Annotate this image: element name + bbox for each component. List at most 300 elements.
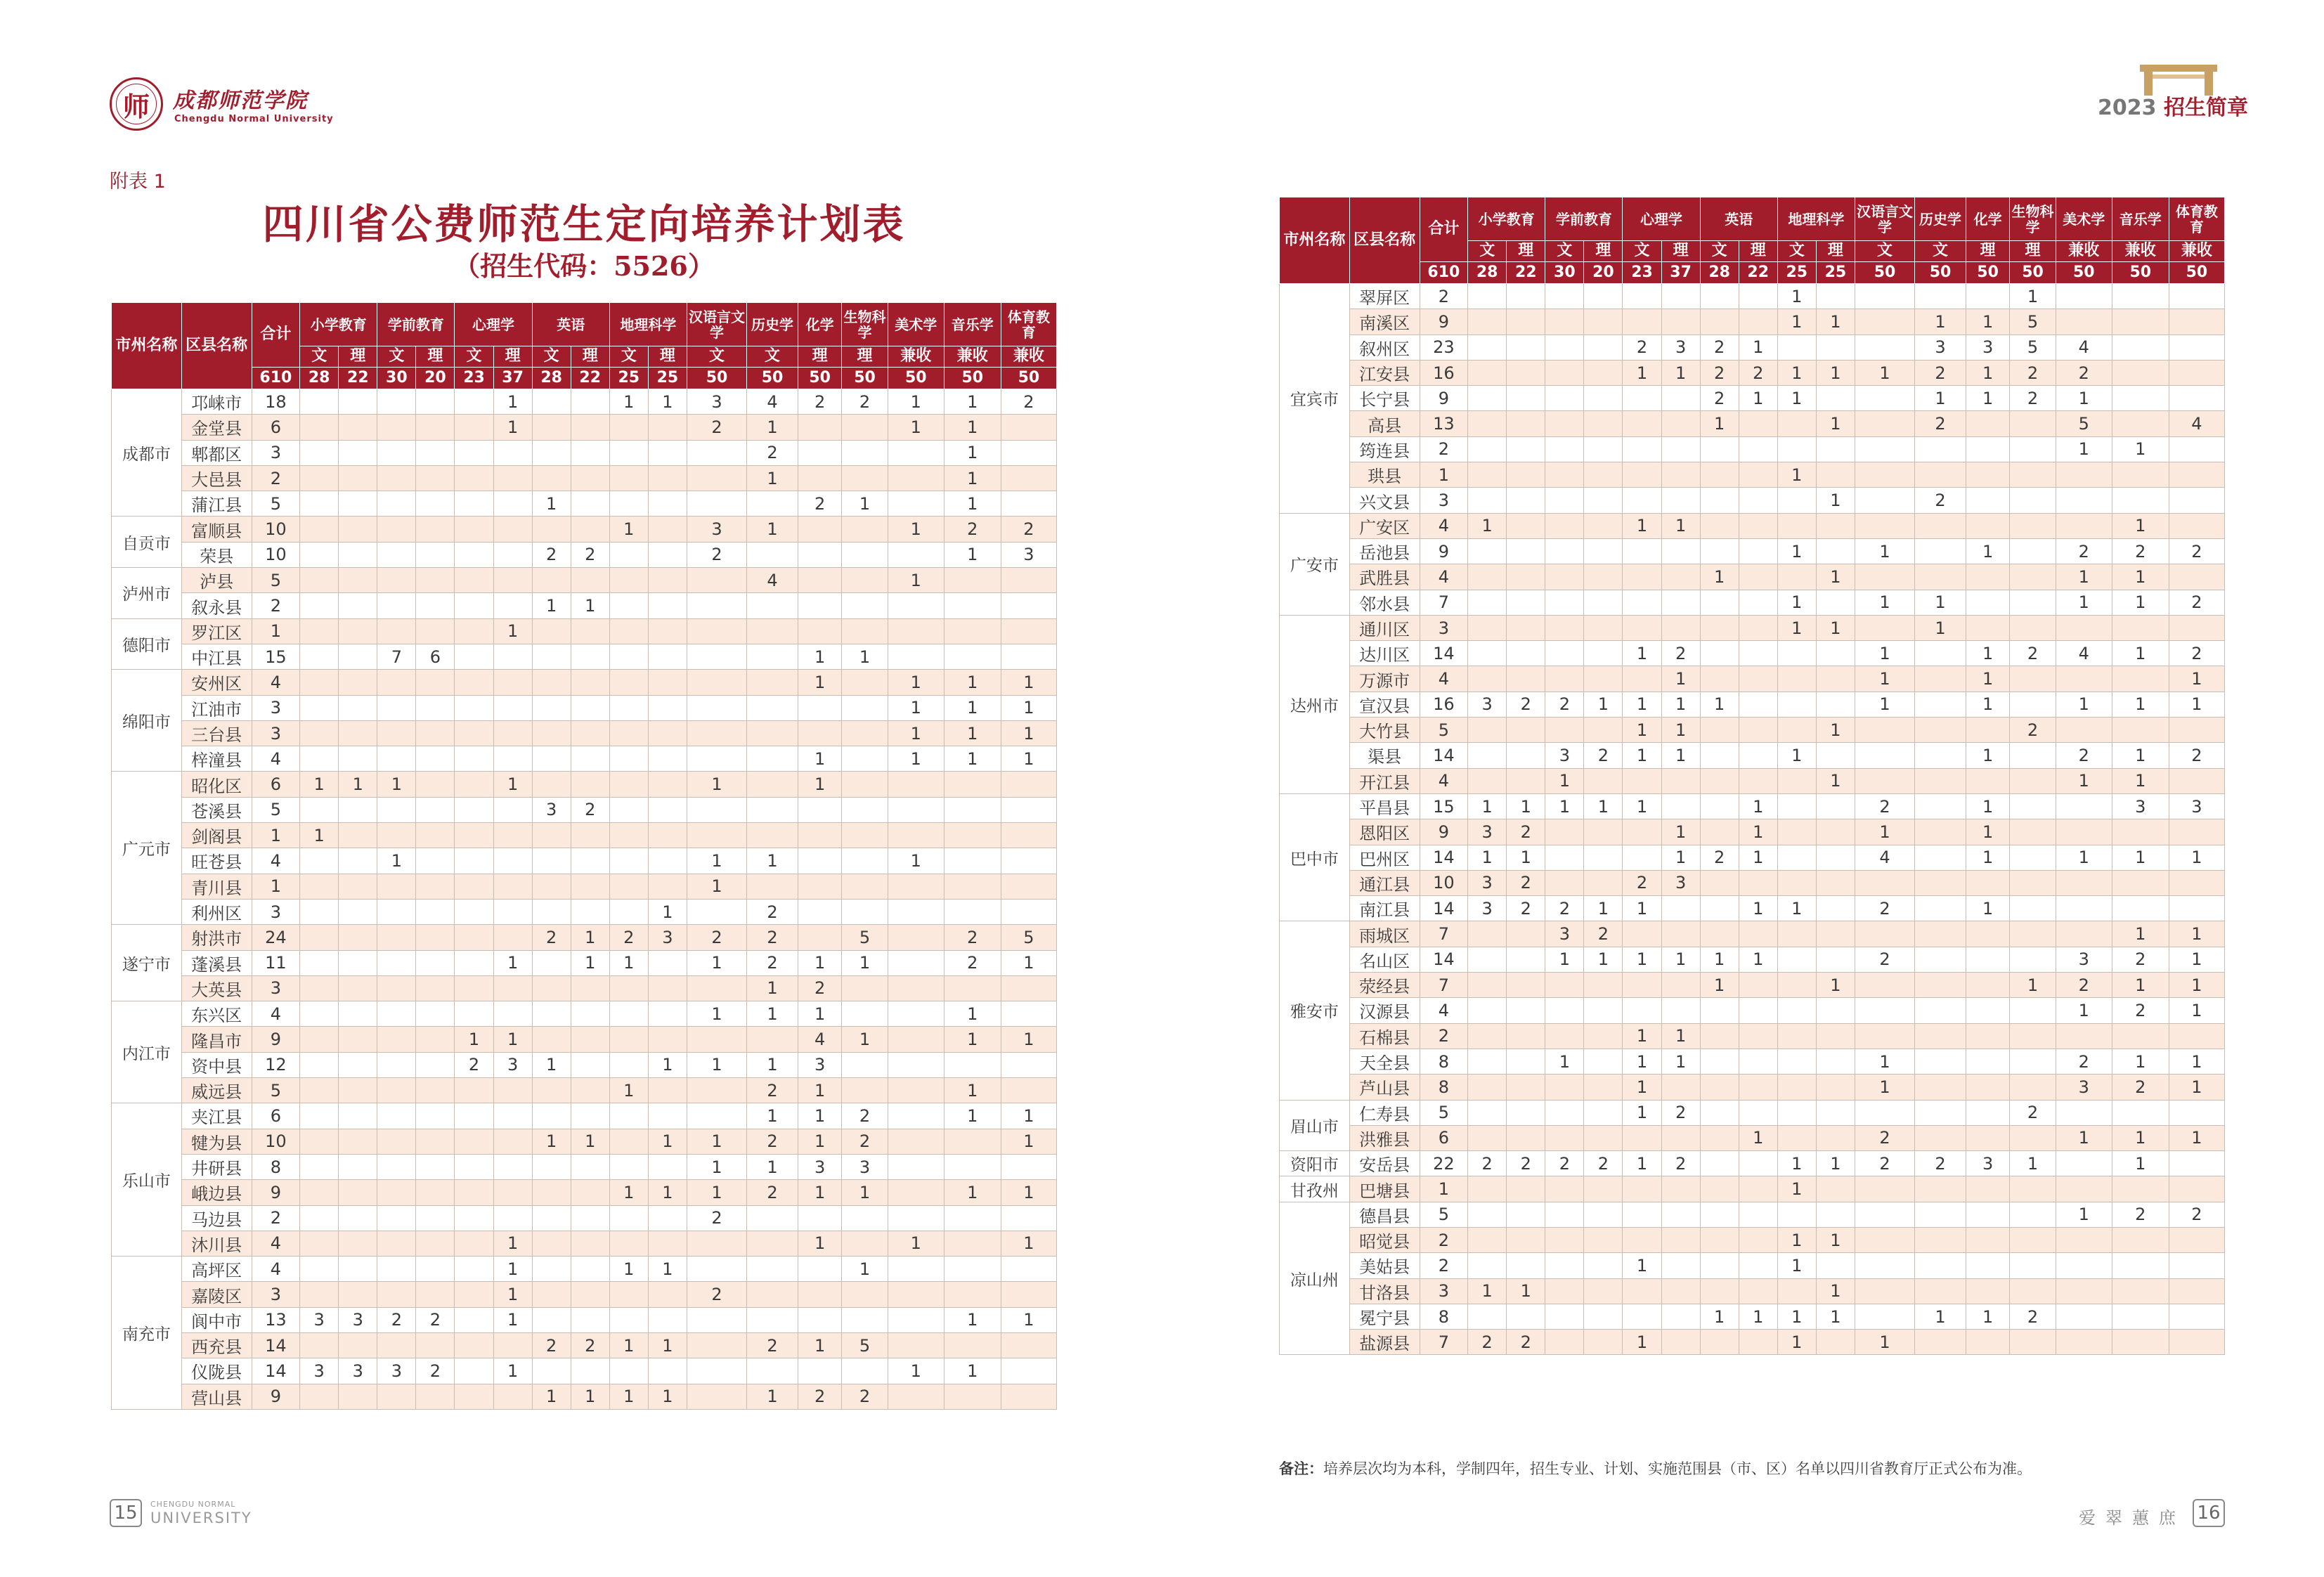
quota-cell xyxy=(416,823,455,848)
table-row xyxy=(1280,615,2225,640)
quota-cell: 2 xyxy=(1001,389,1056,415)
quota-cell xyxy=(842,1078,888,1103)
quota-cell: 2 xyxy=(1855,793,1914,819)
quota-cell: 1 xyxy=(1966,793,2009,819)
quota-cell xyxy=(571,899,609,924)
header-quota: 30 xyxy=(377,368,416,389)
quota-cell xyxy=(2056,1253,2112,1278)
header-major: 生物科学 xyxy=(2010,197,2056,241)
quota-cell xyxy=(1739,921,1777,947)
quota-cell xyxy=(1966,1075,2009,1100)
quota-cell xyxy=(944,874,1001,899)
quota-cell xyxy=(609,670,648,695)
quota-cell xyxy=(2056,793,2112,819)
quota-cell xyxy=(888,925,944,950)
quota-cell xyxy=(842,593,888,618)
table-row xyxy=(1280,488,2225,513)
quota-cell: 3 xyxy=(1468,896,1507,921)
quota-cell: 1 xyxy=(493,415,532,440)
quota-cell xyxy=(377,1129,416,1154)
quota-cell xyxy=(747,670,798,695)
quota-cell xyxy=(609,975,648,1001)
quota-cell xyxy=(648,848,687,874)
quota-cell xyxy=(532,975,571,1001)
total-cell: 9 xyxy=(252,1180,300,1205)
quota-cell xyxy=(377,720,416,746)
quota-cell xyxy=(798,440,841,465)
total-cell: 14 xyxy=(1420,947,1468,972)
quota-cell xyxy=(1468,1075,1507,1100)
city-cell: 内江市 xyxy=(112,1001,182,1103)
quota-cell: 2 xyxy=(747,1180,798,1205)
quota-cell: 1 xyxy=(747,1001,798,1027)
quota-cell: 1 xyxy=(1739,1125,1777,1150)
quota-cell xyxy=(455,1307,493,1332)
quota-cell xyxy=(1661,1125,1700,1150)
quota-cell xyxy=(798,823,841,848)
quota-cell xyxy=(1700,590,1739,615)
quota-cell: 1 xyxy=(747,1052,798,1077)
quota-cell xyxy=(300,746,339,772)
footer-en-line1: CHENGDU NORMAL xyxy=(150,1500,236,1509)
quota-cell: 3 xyxy=(1468,870,1507,895)
quota-cell: 1 xyxy=(1739,845,1777,870)
quota-cell xyxy=(1468,973,1507,998)
quota-cell: 1 xyxy=(609,517,648,542)
quota-cell xyxy=(687,823,746,848)
quota-cell xyxy=(888,1205,944,1231)
quota-cell: 1 xyxy=(1915,1304,1966,1329)
quota-cell xyxy=(1545,973,1584,998)
total-cell: 6 xyxy=(252,415,300,440)
quota-cell xyxy=(888,950,944,975)
total-cell: 9 xyxy=(1420,819,1468,845)
quota-cell xyxy=(2112,1023,2169,1049)
quota-cell xyxy=(944,848,1001,874)
quota-cell: 1 xyxy=(798,746,841,772)
quota-cell: 2 xyxy=(1507,692,1545,717)
quota-cell xyxy=(1700,1100,1739,1125)
quota-cell xyxy=(1584,1125,1623,1150)
footer-motto: 爱翠蕙庶 xyxy=(2079,1508,2186,1528)
header-major: 学前教育 xyxy=(1545,197,1623,241)
quota-cell xyxy=(1915,921,1966,947)
quota-cell xyxy=(300,1231,339,1256)
quota-cell: 1 xyxy=(687,874,746,899)
quota-cell xyxy=(339,618,377,644)
quota-cell: 1 xyxy=(944,1027,1001,1052)
quota-cell xyxy=(571,568,609,593)
quota-cell xyxy=(377,670,416,695)
city-cell: 德阳市 xyxy=(112,618,182,670)
appendix-label: 附表 1 xyxy=(110,171,166,193)
quota-cell xyxy=(377,695,416,720)
quota-cell: 1 xyxy=(532,1052,571,1077)
quota-cell xyxy=(1001,1358,1056,1384)
header-major: 历史学 xyxy=(747,303,798,346)
quota-cell xyxy=(1700,998,1739,1023)
quota-cell: 1 xyxy=(687,1129,746,1154)
quota-cell xyxy=(455,491,493,517)
quota-cell xyxy=(416,1384,455,1409)
quota-cell xyxy=(1468,590,1507,615)
quota-cell xyxy=(532,644,571,669)
quota-cell: 1 xyxy=(1001,695,1056,720)
quota-cell xyxy=(1855,1227,1914,1252)
county-cell: 珙县 xyxy=(1349,462,1420,488)
quota-cell xyxy=(842,440,888,465)
quota-cell xyxy=(416,1129,455,1154)
quota-cell: 1 xyxy=(1855,1075,1914,1100)
quota-cell xyxy=(888,1257,944,1282)
quota-cell: 1 xyxy=(944,746,1001,772)
quota-cell xyxy=(1661,973,1700,998)
quota-cell xyxy=(1584,1304,1623,1329)
quota-cell xyxy=(532,618,571,644)
quota-cell xyxy=(648,1078,687,1103)
quota-cell: 3 xyxy=(2112,793,2169,819)
city-cell: 广安市 xyxy=(1280,513,1350,615)
quota-cell: 2 xyxy=(2112,947,2169,972)
county-cell: 阆中市 xyxy=(181,1307,252,1332)
quota-cell xyxy=(300,670,339,695)
quota-cell xyxy=(1507,1023,1545,1049)
quota-cell xyxy=(842,746,888,772)
quota-cell: 2 xyxy=(1507,870,1545,895)
quota-cell xyxy=(1468,1253,1507,1278)
quota-cell xyxy=(1777,666,1816,692)
quota-cell: 4 xyxy=(2169,411,2224,436)
city-cell: 眉山市 xyxy=(1280,1100,1350,1151)
county-cell: 郫都区 xyxy=(181,440,252,465)
quota-cell: 1 xyxy=(888,517,944,542)
quota-cell xyxy=(1855,462,1914,488)
quota-cell: 4 xyxy=(2056,335,2112,360)
quota-cell xyxy=(1816,1023,1855,1049)
quota-cell xyxy=(1915,284,1966,309)
quota-cell: 1 xyxy=(944,1358,1001,1384)
quota-cell xyxy=(1584,411,1623,436)
quota-cell: 1 xyxy=(747,975,798,1001)
quota-cell xyxy=(2056,615,2112,640)
quota-cell xyxy=(2010,998,2056,1023)
quota-cell: 4 xyxy=(1855,845,1914,870)
quota-cell: 1 xyxy=(747,415,798,440)
quota-cell: 1 xyxy=(1001,1307,1056,1332)
page-number-right: 16 xyxy=(2193,1499,2225,1527)
quota-cell xyxy=(300,1332,339,1358)
total-cell: 1 xyxy=(1420,1176,1468,1202)
quota-cell xyxy=(377,1205,416,1231)
quota-cell xyxy=(455,415,493,440)
county-cell: 嘉陵区 xyxy=(181,1282,252,1307)
quota-cell: 2 xyxy=(1700,845,1739,870)
header-quota: 30 xyxy=(1545,262,1584,284)
header-quota: 22 xyxy=(571,368,609,389)
quota-cell xyxy=(1468,436,1507,462)
table-row xyxy=(1280,538,2225,564)
quota-cell: 1 xyxy=(493,950,532,975)
quota-cell xyxy=(1661,284,1700,309)
quota-cell xyxy=(944,899,1001,924)
quota-cell xyxy=(1545,819,1584,845)
quota-cell: 1 xyxy=(1777,1253,1816,1278)
quota-cell: 1 xyxy=(1661,947,1700,972)
header-major: 美术学 xyxy=(888,303,944,346)
quota-cell xyxy=(747,644,798,669)
quota-cell: 1 xyxy=(1001,950,1056,975)
quota-cell xyxy=(2112,309,2169,335)
county-cell: 宣汉县 xyxy=(1349,692,1420,717)
quota-cell: 1 xyxy=(648,389,687,415)
table-row xyxy=(112,1231,1057,1256)
header-city: 市州名称 xyxy=(112,303,182,389)
quota-cell xyxy=(532,1027,571,1052)
quota-cell: 3 xyxy=(1966,1151,2009,1176)
quota-cell xyxy=(2010,564,2056,590)
table-row xyxy=(1280,870,2225,895)
quota-cell: 2 xyxy=(1584,1151,1623,1176)
quota-cell xyxy=(747,720,798,746)
quota-cell: 1 xyxy=(1966,386,2009,411)
header-track: 文 xyxy=(1855,241,1914,262)
county-cell: 武胜县 xyxy=(1349,564,1420,590)
quota-cell: 2 xyxy=(1661,641,1700,666)
quota-cell: 2 xyxy=(416,1358,455,1384)
quota-cell xyxy=(1700,1023,1739,1049)
quota-cell xyxy=(687,1027,746,1052)
quota-cell xyxy=(1966,284,2009,309)
quota-cell: 1 xyxy=(944,670,1001,695)
quota-cell: 1 xyxy=(1507,793,1545,819)
quota-cell xyxy=(1816,1075,1855,1100)
table-row xyxy=(112,950,1057,975)
quota-cell xyxy=(1584,1023,1623,1049)
quota-cell xyxy=(1584,462,1623,488)
quota-cell: 2 xyxy=(1855,947,1914,972)
county-cell: 大竹县 xyxy=(1349,718,1420,743)
quota-cell: 1 xyxy=(1584,692,1623,717)
quota-cell xyxy=(944,593,1001,618)
table-row xyxy=(1280,1176,2225,1202)
quota-cell xyxy=(1915,462,1966,488)
quota-cell xyxy=(1001,1078,1056,1103)
quota-cell xyxy=(377,746,416,772)
quota-cell xyxy=(1739,1253,1777,1278)
total-cell: 1 xyxy=(1420,462,1468,488)
quota-cell: 1 xyxy=(798,1180,841,1205)
quota-cell xyxy=(798,593,841,618)
quota-cell xyxy=(1915,1278,1966,1304)
table-row xyxy=(1280,1278,2225,1304)
quota-cell: 1 xyxy=(1777,1151,1816,1176)
quota-cell xyxy=(687,695,746,720)
quota-cell xyxy=(416,797,455,822)
header-major: 生物科学 xyxy=(842,303,888,346)
total-cell: 16 xyxy=(1420,692,1468,717)
county-cell: 广安区 xyxy=(1349,513,1420,538)
quota-cell xyxy=(339,465,377,491)
quota-cell xyxy=(2056,921,2112,947)
quota-cell xyxy=(2169,896,2224,921)
quota-cell xyxy=(300,568,339,593)
quota-cell xyxy=(2056,1100,2112,1125)
quota-cell xyxy=(1545,1202,1584,1227)
county-cell: 南溪区 xyxy=(1349,309,1420,335)
quota-cell xyxy=(532,1154,571,1179)
quota-cell: 4 xyxy=(747,568,798,593)
table-row xyxy=(112,593,1057,618)
quota-cell xyxy=(455,1282,493,1307)
county-cell: 射洪市 xyxy=(181,925,252,950)
quota-cell xyxy=(571,491,609,517)
quota-cell xyxy=(300,720,339,746)
quota-cell xyxy=(416,440,455,465)
quota-cell xyxy=(2056,819,2112,845)
header-quota: 28 xyxy=(1468,262,1507,284)
quota-cell xyxy=(300,440,339,465)
quota-cell xyxy=(1777,947,1816,972)
quota-cell xyxy=(1816,1202,1855,1227)
quota-cell xyxy=(1739,1278,1777,1304)
total-cell: 14 xyxy=(1420,896,1468,921)
quota-cell: 3 xyxy=(532,797,571,822)
quota-cell xyxy=(2056,1330,2112,1355)
quota-cell xyxy=(2112,870,2169,895)
quota-cell xyxy=(1816,436,1855,462)
county-cell: 昭觉县 xyxy=(1349,1227,1420,1252)
quota-cell xyxy=(842,1231,888,1256)
quota-cell xyxy=(747,1027,798,1052)
quota-cell xyxy=(648,975,687,1001)
quota-cell xyxy=(888,1332,944,1358)
quota-cell xyxy=(1584,386,1623,411)
quota-cell xyxy=(1915,1125,1966,1150)
quota-cell: 1 xyxy=(888,415,944,440)
quota-cell xyxy=(1915,973,1966,998)
quota-cell xyxy=(1661,998,1700,1023)
quota-cell xyxy=(493,670,532,695)
quota-cell: 1 xyxy=(2112,921,2169,947)
quota-cell xyxy=(1966,411,2009,436)
quota-cell xyxy=(455,950,493,975)
quota-cell xyxy=(416,1332,455,1358)
table-row xyxy=(112,1129,1057,1154)
quota-cell: 1 xyxy=(1001,746,1056,772)
quota-cell: 1 xyxy=(944,1001,1001,1027)
quota-cell: 1 xyxy=(1915,386,1966,411)
quota-cell xyxy=(1584,718,1623,743)
quota-cell xyxy=(944,1154,1001,1179)
header-track: 理 xyxy=(416,346,455,368)
quota-cell xyxy=(1584,1075,1623,1100)
quota-cell xyxy=(571,1205,609,1231)
header-quota: 20 xyxy=(1584,262,1623,284)
county-cell: 甘洛县 xyxy=(1349,1278,1420,1304)
quota-cell xyxy=(339,823,377,848)
quota-cell xyxy=(300,542,339,567)
quota-cell xyxy=(798,1205,841,1231)
header-quota: 28 xyxy=(532,368,571,389)
quota-cell: 1 xyxy=(1966,743,2009,768)
quota-cell: 1 xyxy=(2169,666,2224,692)
quota-cell xyxy=(648,465,687,491)
header-track: 文 xyxy=(377,346,416,368)
quota-cell xyxy=(1966,513,2009,538)
quota-cell: 1 xyxy=(1777,615,1816,640)
quota-cell: 1 xyxy=(1661,360,1700,385)
quota-cell xyxy=(687,593,746,618)
quota-cell xyxy=(1545,615,1584,640)
quota-cell xyxy=(1966,590,2009,615)
quota-cell xyxy=(1700,538,1739,564)
quota-cell: 3 xyxy=(2056,1075,2112,1100)
quota-cell: 1 xyxy=(1661,692,1700,717)
quota-cell xyxy=(1623,538,1661,564)
quota-cell xyxy=(1545,1100,1584,1125)
quota-cell: 2 xyxy=(944,517,1001,542)
quota-cell xyxy=(2169,870,2224,895)
quota-cell xyxy=(1507,1202,1545,1227)
quota-cell xyxy=(532,823,571,848)
quota-cell xyxy=(493,925,532,950)
quota-cell xyxy=(377,465,416,491)
header-total-quota: 610 xyxy=(1420,262,1468,284)
header-county: 区县名称 xyxy=(181,303,252,389)
quota-cell: 1 xyxy=(2056,386,2112,411)
quota-cell xyxy=(1739,411,1777,436)
quota-cell xyxy=(493,797,532,822)
total-cell: 7 xyxy=(1420,590,1468,615)
total-cell: 9 xyxy=(1420,309,1468,335)
quota-cell xyxy=(455,1129,493,1154)
quota-cell xyxy=(377,1257,416,1282)
quota-cell xyxy=(416,491,455,517)
quota-cell xyxy=(1855,998,1914,1023)
quota-cell xyxy=(1739,743,1777,768)
quota-cell xyxy=(2010,615,2056,640)
brochure-title xyxy=(2098,90,2248,121)
quota-cell xyxy=(300,517,339,542)
quota-cell xyxy=(1777,845,1816,870)
quota-cell: 1 xyxy=(1623,641,1661,666)
quota-cell xyxy=(571,848,609,874)
quota-cell xyxy=(609,1129,648,1154)
quota-cell xyxy=(1855,411,1914,436)
quota-cell: 4 xyxy=(2056,641,2112,666)
county-cell: 雨城区 xyxy=(1349,921,1420,947)
quota-cell xyxy=(377,1154,416,1179)
header-quota: 28 xyxy=(1700,262,1739,284)
quota-cell xyxy=(1507,386,1545,411)
quota-cell xyxy=(1855,870,1914,895)
quota-cell: 1 xyxy=(1855,1049,1914,1074)
quota-cell: 1 xyxy=(2112,768,2169,793)
quota-cell xyxy=(455,1180,493,1205)
quota-cell xyxy=(1584,309,1623,335)
quota-cell xyxy=(1739,590,1777,615)
quota-cell xyxy=(648,720,687,746)
total-cell: 1 xyxy=(252,618,300,644)
quota-cell xyxy=(455,746,493,772)
quota-cell xyxy=(1915,819,1966,845)
quota-cell xyxy=(416,899,455,924)
quota-cell xyxy=(1777,921,1816,947)
quota-cell xyxy=(2112,1100,2169,1125)
total-cell: 4 xyxy=(1420,513,1468,538)
quota-cell xyxy=(944,1332,1001,1358)
quota-cell xyxy=(1545,411,1584,436)
